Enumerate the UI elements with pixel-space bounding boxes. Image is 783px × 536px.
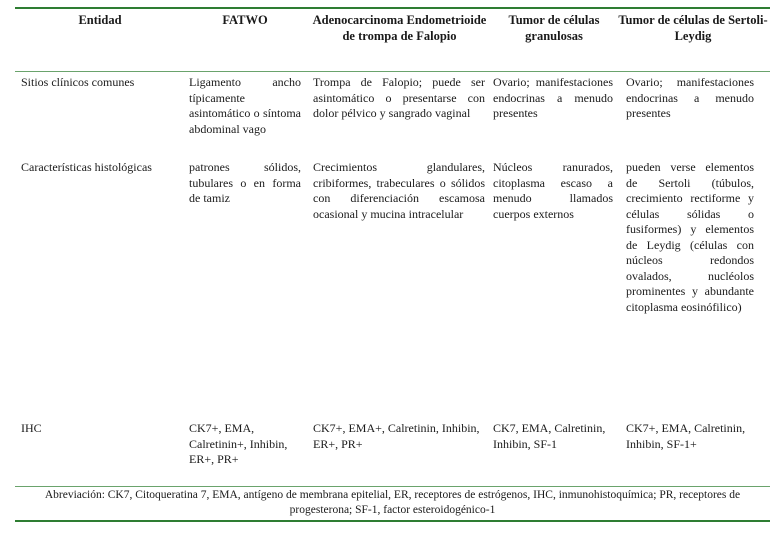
cell-adeno-histologia: Crecimientos glandulares, cribiformes, trabeculares o sólidos con diferenciación escamosa ocasional y mucina intracelular xyxy=(313,160,485,221)
cell-sertoli-histologia: pueden verse elementos de Sertoli (túbulos, crecimiento rectiforme y células sólidas o fusiformes) y elementos de Leydig (células con núcleos redondos ovalados, nucléolos prominentes y abundante citoplasma eosinófilico) xyxy=(626,160,754,314)
cell-granulosa-sitios: Ovario; manifestaciones endocrinas a menudo presentes xyxy=(493,75,613,120)
cell-sertoli-ihc: CK7+, EMA, Calretinin, Inhibin, SF-1+ xyxy=(626,421,746,451)
cell-sertoli-sitios: Ovario; manifestaciones endocrinas a menudo presentes xyxy=(626,75,754,120)
row-label-histologia: Características histológicas xyxy=(21,160,152,174)
cell-adeno-sitios: Trompa de Falopio; puede ser asintomático o presentarse con dolor pélvico y sangrado vaginal xyxy=(313,75,485,120)
cell-fatwo-histologia: patrones sólidos, tubulares o en forma de tamiz xyxy=(189,160,301,205)
footnote-top-rule xyxy=(15,486,770,487)
header-entidad: Entidad xyxy=(78,13,122,27)
cell-adeno-ihc: CK7+, EMA+, Calretinin, Inhibin, ER+, PR+ xyxy=(313,421,480,451)
cell-fatwo-sitios: Ligamento ancho típicamente asintomático o síntoma abdominal vago xyxy=(189,75,301,136)
abbreviation-footnote: Abreviación: CK7, Citoqueratina 7, EMA, antígeno de membrana epitelial, ER, receptores de estrógenos, IHC, inmunohistoquímica; PR, receptores de progesterona; SF-1, factor esteroidogénico-1 xyxy=(44,489,741,516)
header-divider-rule xyxy=(15,71,770,72)
cell-granulosa-ihc: CK7, EMA, Calretinin, Inhibin, SF-1 xyxy=(493,421,606,451)
row-label-ihc: IHC xyxy=(21,421,42,435)
header-granulosa: Tumor de células granulosas xyxy=(508,13,600,43)
header-adenocarcinoma: Adenocarcinoma Endometrioide de trompa de Falopio xyxy=(312,13,487,43)
table-bottom-rule xyxy=(15,520,770,522)
table-top-rule xyxy=(15,7,770,9)
cell-granulosa-histologia: Núcleos ranurados, citoplasma escaso a menudo llamados cuerpos externos xyxy=(493,160,613,221)
row-label-sitios: Sitios clínicos comunes xyxy=(21,75,135,89)
header-sertoli-leydig: Tumor de células de Sertoli-Leydig xyxy=(618,13,768,43)
cell-fatwo-ihc: CK7+, EMA, Calretinin+, Inhibin, ER+, PR+ xyxy=(189,421,288,466)
header-fatwo: FATWO xyxy=(222,13,268,27)
